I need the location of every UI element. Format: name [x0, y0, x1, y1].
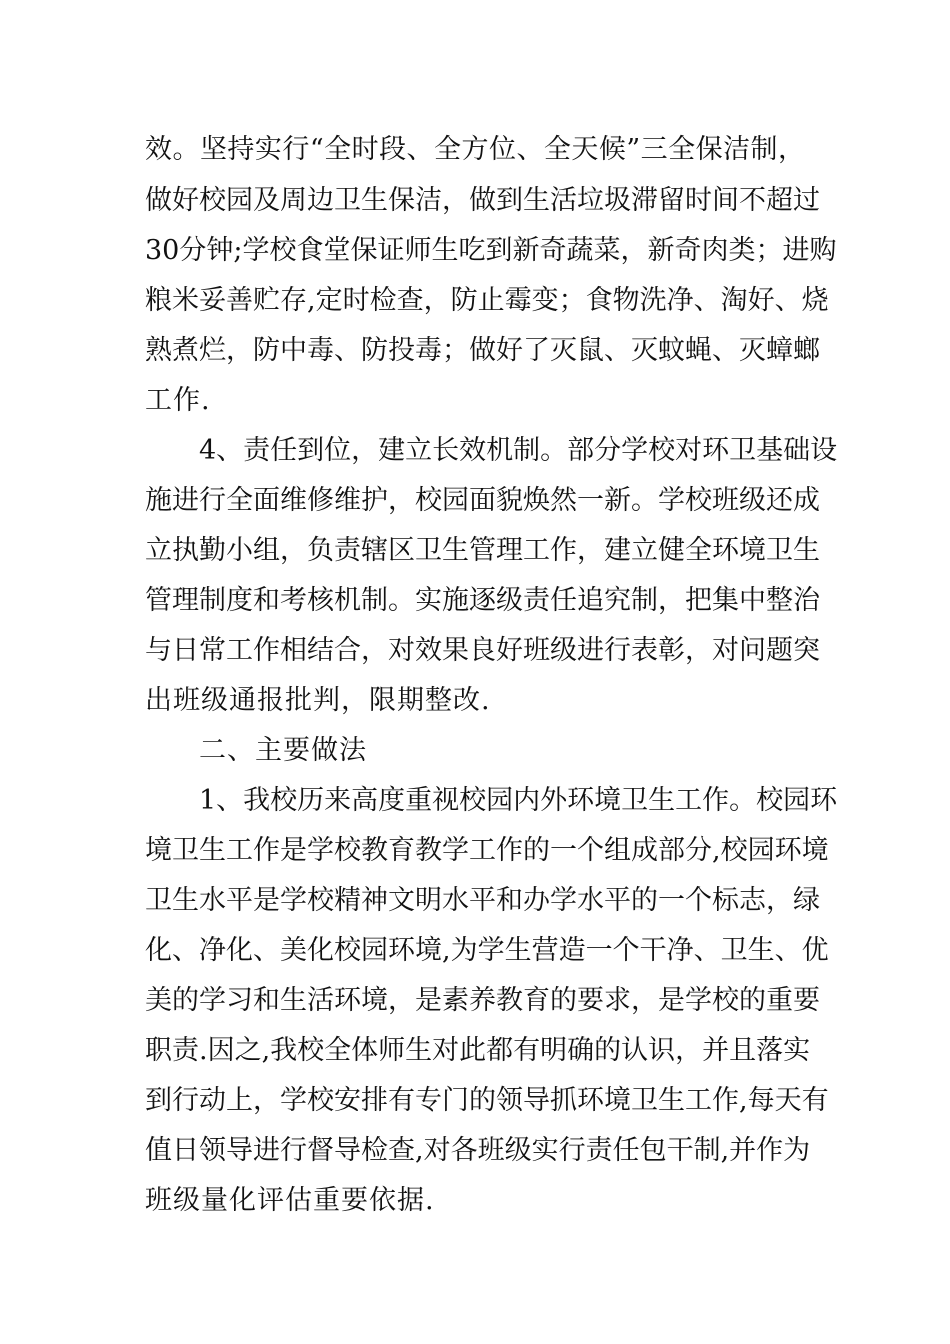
paragraph-line: 效。坚持实行“全时段、全方位、全天候”三全保洁制， — [145, 134, 805, 165]
paragraph-line: 与日常工作相结合，对效果良好班级进行表彰，对问题突 — [145, 635, 820, 666]
paragraph-line: 班级量化评估重要依据. — [145, 1185, 435, 1216]
paragraph-line: 工作. — [145, 385, 211, 416]
paragraph-line: 美的学习和生活环境，是素养教育的要求，是学校的重要 — [145, 985, 820, 1016]
paragraph-line: 粮米妥善贮存,定时检查，防止霉变；食物洗净、淘好、烧 — [145, 285, 829, 316]
paragraph-line: 职责.因之,我校全体师生对此都有明确的认识，并且落实 — [145, 1035, 811, 1066]
paragraph-line: 30分钟;学校食堂保证师生吃到新奇蔬菜，新奇肉类；进购 — [145, 235, 837, 266]
paragraph-line: 卫生水平是学校精神文明水平和办学水平的一个标志，绿 — [145, 885, 820, 916]
paragraph-line: 做好校园及周边卫生保洁，做到生活垃圾滞留时间不超过 — [145, 185, 820, 216]
section-heading: 二、主要做法 — [199, 735, 367, 766]
paragraph-line: 境卫生工作是学校教育教学工作的一个组成部分,校园环境 — [145, 835, 829, 866]
paragraph-line: 管理制度和考核机制。实施逐级责任追究制，把集中整治 — [145, 585, 820, 616]
paragraph-line: 到行动上，学校安排有专门的领导抓环境卫生工作,每天有 — [145, 1085, 829, 1116]
paragraph-line: 施进行全面维修维护，校园面貌焕然一新。学校班级还成 — [145, 485, 820, 516]
paragraph-line: 化、净化、美化校园环境,为学生营造一个干净、卫生、优 — [145, 935, 829, 966]
paragraph-line: 1、我校历来高度重视校园内外环境卫生工作。校园环 — [199, 785, 838, 816]
paragraph-line: 4、责任到位，建立长效机制。部分学校对环卫基础设 — [199, 435, 838, 466]
paragraph-line: 值日领导进行督导检查,对各班级实行责任包干制,并作为 — [145, 1135, 811, 1166]
paragraph-line: 出班级通报批判，限期整改. — [145, 685, 491, 716]
paragraph-line: 立执勤小组，负责辖区卫生管理工作，建立健全环境卫生 — [145, 535, 820, 566]
paragraph-line: 熟煮烂，防中毒、防投毒；做好了灭鼠、灭蚊蝇、灭蟑螂 — [145, 335, 820, 366]
